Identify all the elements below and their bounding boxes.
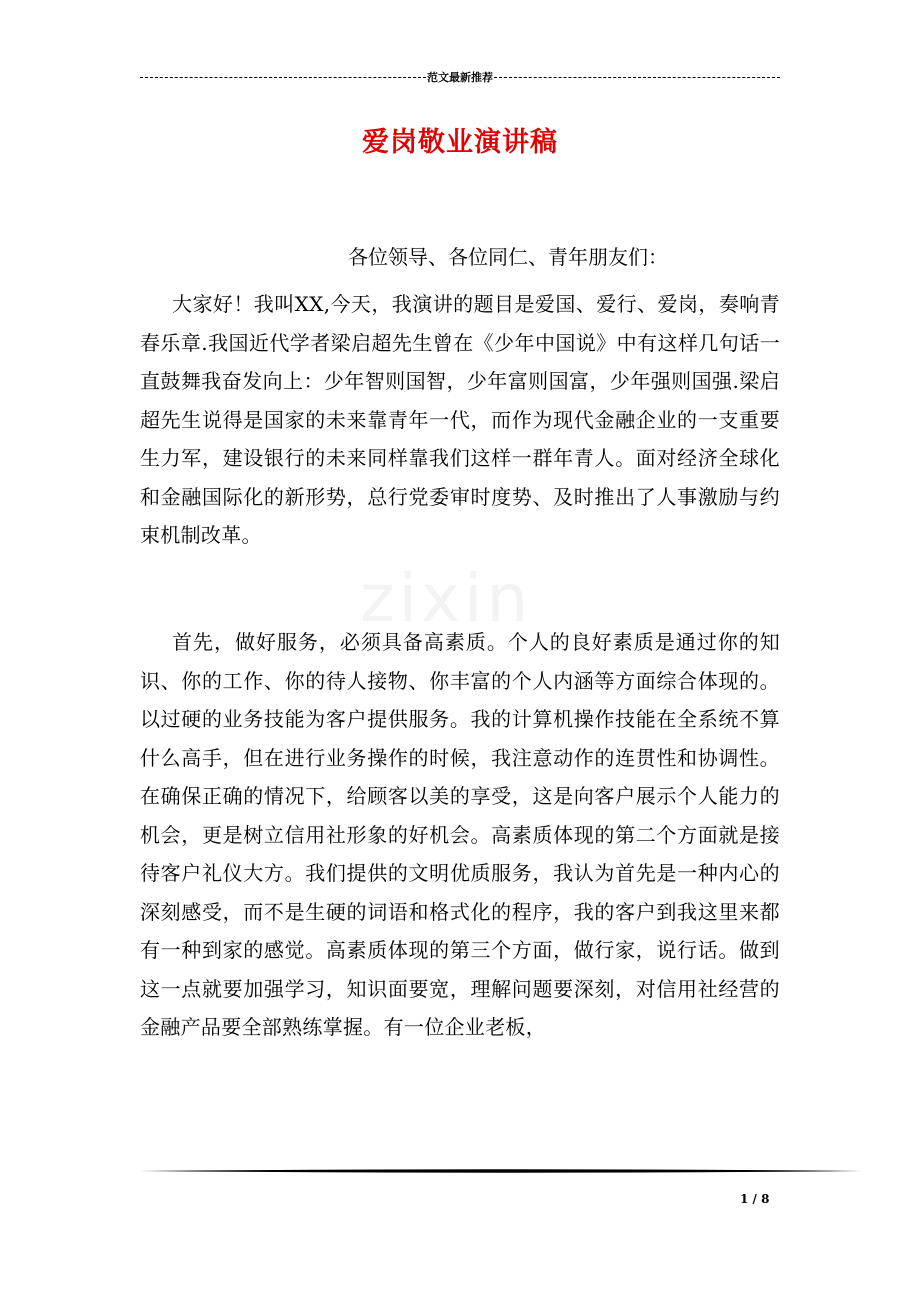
page-header [140,67,780,87]
body-paragraph-1: 大家好！我叫XX,今天，我演讲的题目是爱国、爱行、爱岗，奏响青春乐章.我国近代学者梁启超先生曾在《少年中国说》中有这样几句话一直鼓舞我奋发向上：少年智则国智，少年富则国富，少年强则国强.梁启超先生说得是国家的未来靠青年一代，而作为现代金融企业的一支重要生力军，建设银行的未来同样靠我们这样一群年青人。面对经济全球化和金融国际化的新形势，总行党委审时度势、及时推出了人事激励与约束机制改革。 [140,292,780,547]
header-dash-right [494,77,780,78]
salutation: 各位领导、各位同仁、青年朋友们： [348,245,668,269]
watermark: zixin [360,560,533,637]
document-title: 爱岗敬业演讲稿 [362,127,558,158]
footer-rule [140,1168,862,1174]
header-label: 范文最新推荐 [427,71,493,84]
header-dash-left [140,77,426,78]
body-paragraph-2: 首先，做好服务，必须具备高素质。个人的良好素质是通过你的知识、你的工作、你的待人接物、你丰富的个人内涵等方面综合体现的。以过硬的业务技能为客户提供服务。我的计算机操作技能在全系统不算什么高手，但在进行业务操作的时候，我注意动作的连贯性和协调性。在确保正确的情况下，给顾客以美的享受，这是向客户展示个人能力的机会，更是树立信用社形象的好机会。高素质体现的第二个方面就是接待客户礼仪大方。我们提供的文明优质服务，我认为首先是一种内心的深刻感受，而不是生硬的词语和格式化的程序，我的客户到我这里来都有一种到家的感觉。高素质体现的第三个方面，做行家，说行话。做到这一点就要加强学习，知识面要宽，理解问题要深刻，对信用社经营的金融产品要全部熟练掌握。有一位企业老板， [140,630,780,1039]
page-number: 1 / 8 [740,1192,770,1206]
